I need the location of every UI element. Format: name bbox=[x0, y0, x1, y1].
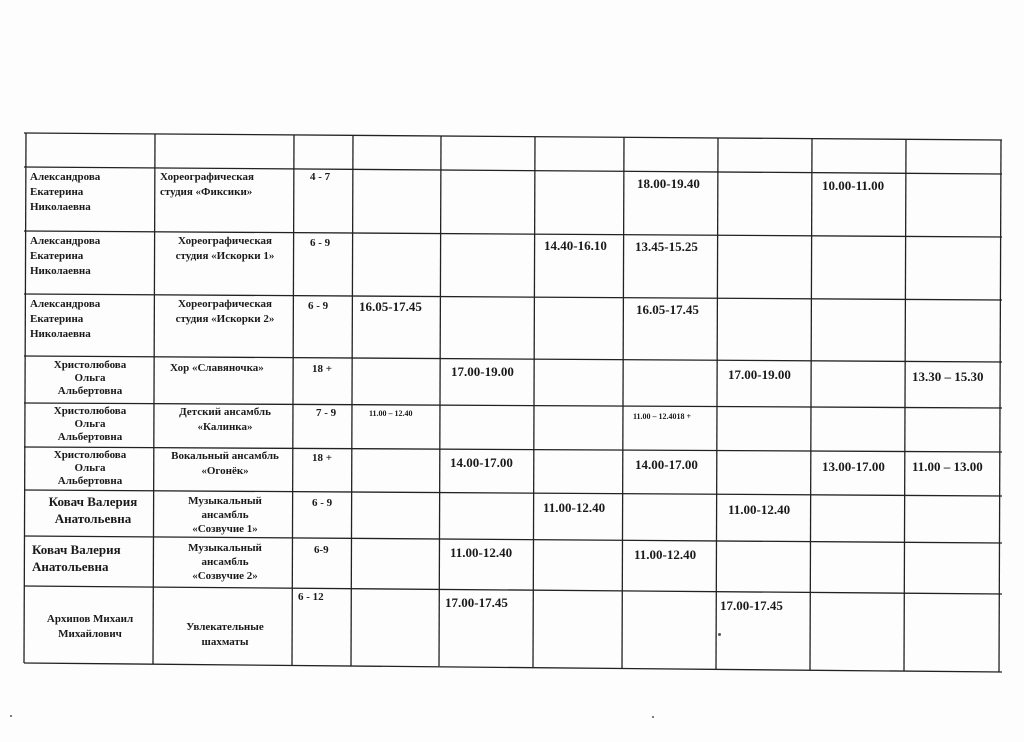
age-cell: 6 - 9 bbox=[310, 237, 331, 249]
group-cell: Детский ансамбль «Калинка» bbox=[179, 406, 271, 433]
time-cell-tue: 17.00-19.00 bbox=[451, 364, 514, 379]
time-cell-tue: 14.00-17.00 bbox=[450, 455, 513, 470]
group-cell: Музыкальный ансамбль «Созвучие 2» bbox=[188, 542, 262, 582]
teacher-cell: Ковач Валерия Анатольевна bbox=[48, 494, 138, 526]
time-cell-thu: 14.00-17.00 bbox=[635, 457, 698, 472]
ink-speck bbox=[652, 716, 654, 718]
age-cell: 6 - 12 bbox=[298, 591, 324, 603]
group-cell: Хореографическая студия «Искорки 1» bbox=[175, 235, 275, 262]
age-cell: 6-9 bbox=[314, 544, 329, 556]
ink-speck bbox=[718, 633, 721, 636]
group-cell: Музыкальный ансамбль «Созвучие 1» bbox=[188, 495, 262, 535]
teacher-cell: Христолюбова Ольга Альбертовна bbox=[53, 405, 127, 443]
time-cell-tue: 17.00-17.45 bbox=[445, 595, 508, 610]
time-cell-thu: 16.05-17.45 bbox=[636, 302, 699, 317]
age-cell: 4 - 7 bbox=[310, 171, 331, 183]
time-cell-sat: 10.00-11.00 bbox=[822, 178, 885, 193]
time-cell-thu: 18.00-19.40 bbox=[637, 176, 700, 191]
teacher-cell: Александрова Екатерина Николаевна bbox=[30, 235, 101, 277]
teacher-cell: Христолюбова Ольга Альбертовна bbox=[53, 359, 127, 397]
time-cell-wed: 11.00-12.40 bbox=[543, 500, 606, 515]
time-cell-sat: 13.00-17.00 bbox=[822, 459, 885, 474]
time-cell-thu: 11.00-12.40 bbox=[634, 547, 697, 562]
age-cell: 18 + bbox=[312, 452, 333, 464]
age-cell: 18 + bbox=[312, 363, 333, 375]
teacher-cell: Александрова Екатерина Николаевна bbox=[30, 298, 101, 340]
time-cell-sun: 11.00 – 13.00 bbox=[912, 459, 983, 474]
group-cell: Увлекательные шахматы bbox=[186, 621, 264, 648]
age-cell: 7 - 9 bbox=[316, 407, 337, 419]
time-cell-mon: 11.00 – 12.40 bbox=[369, 409, 413, 418]
time-cell-sun: 13.30 – 15.30 bbox=[912, 369, 984, 384]
teacher-cell: Христолюбова Ольга Альбертовна bbox=[53, 449, 127, 487]
time-cell-thu: 13.45-15.25 bbox=[635, 239, 698, 254]
group-cell: Хор «Славяночка» bbox=[170, 362, 264, 374]
time-cell-fri: 17.00-17.45 bbox=[720, 598, 783, 613]
teacher-cell: Архипов Михаил Михайлович bbox=[46, 613, 134, 640]
age-cell: 6 - 9 bbox=[312, 497, 333, 509]
teacher-cell: Александрова Екатерина Николаевна bbox=[30, 171, 101, 213]
group-cell: Вокальный ансамбль «Огонёк» bbox=[171, 450, 279, 477]
time-cell-mon: 16.05-17.45 bbox=[359, 299, 422, 314]
age-cell: 6 - 9 bbox=[308, 300, 329, 312]
group-cell: Хореографическая студия «Искорки 2» bbox=[175, 298, 275, 325]
time-cell-fri: 17.00-19.00 bbox=[728, 367, 791, 382]
time-cell-tue: 11.00-12.40 bbox=[450, 545, 513, 560]
ink-speck bbox=[10, 715, 12, 717]
time-cell-wed: 14.40-16.10 bbox=[544, 238, 607, 253]
time-cell-fri: 11.00-12.40 bbox=[728, 502, 791, 517]
teacher-cell: Ковач Валерия Анатольевна bbox=[32, 542, 121, 574]
group-cell: Хореографическая студия «Фиксики» bbox=[160, 171, 254, 198]
time-cell-thu: 11.00 – 12.4018 + bbox=[633, 412, 692, 421]
